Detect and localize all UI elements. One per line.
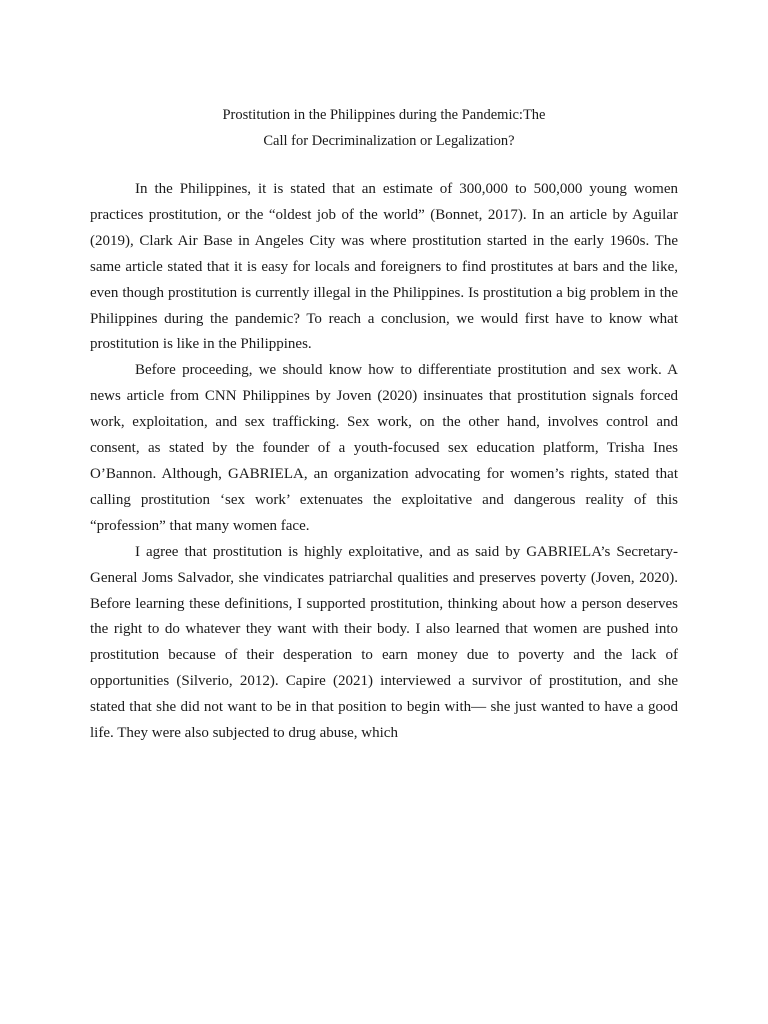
title-line-2: Call for Decriminalization or Legalization?: [263, 133, 515, 149]
document-page: [90, 102, 678, 747]
title-line-1: Prostitution in the Philippines during the Pandemic:The: [222, 107, 546, 123]
paragraph-2: Before proceeding, we should know how to differentiate prostitution and sex work. A news article from CNN Philippines by Joven (2020) insinuates that prostitution signals forced work, exploitation, and sex trafficking. Sex work, on the other hand, involves control and consent, as stated by the founder of a youth-focused sex education platform, Trisha Ines O’Bannon. Although, GABRIELA, an organization advocating for women’s rights, stated that calling prostitution ‘sex work’ extenuates the exploitative and dangerous reality of this “profession” that many women face.: [90, 362, 678, 534]
paragraph-3: I agree that prostitution is highly exploitative, and as said by GABRIELA’s Secretary-General Joms Salvador, she vindicates patriarchal qualities and preserves poverty (Joven, 2020). Before learning these definitions, I supported prostitution, thinking about how a person deserves the right to do whatever they want with their body. I also learned that women are pushed into prostitution because of their desperation to earn money due to poverty and the lack of opportunities (Silverio, 2012). Capire (2021) interviewed a survivor of prostitution, and she stated that she did not want to be in that position to begin with— she just wanted to have a good life. They were also subjected to drug abuse, which: [90, 543, 678, 742]
paragraph-1: In the Philippines, it is stated that an estimate of 300,000 to 500,000 young women practices prostitution, or the “oldest job of the world” (Bonnet, 2017). In an article by Aguilar (2019), Clark Air Base in Angeles City was where prostitution started in the early 1960s. The same article stated that it is easy for locals and foreigners to find prostitutes at bars and the like, even though prostitution is currently illegal in the Philippines. Is prostitution a big problem in the Philippines during the pandemic? To reach a conclusion, we would first have to know what prostitution is like in the Philippines.: [90, 181, 678, 353]
document-title: [90, 102, 678, 154]
